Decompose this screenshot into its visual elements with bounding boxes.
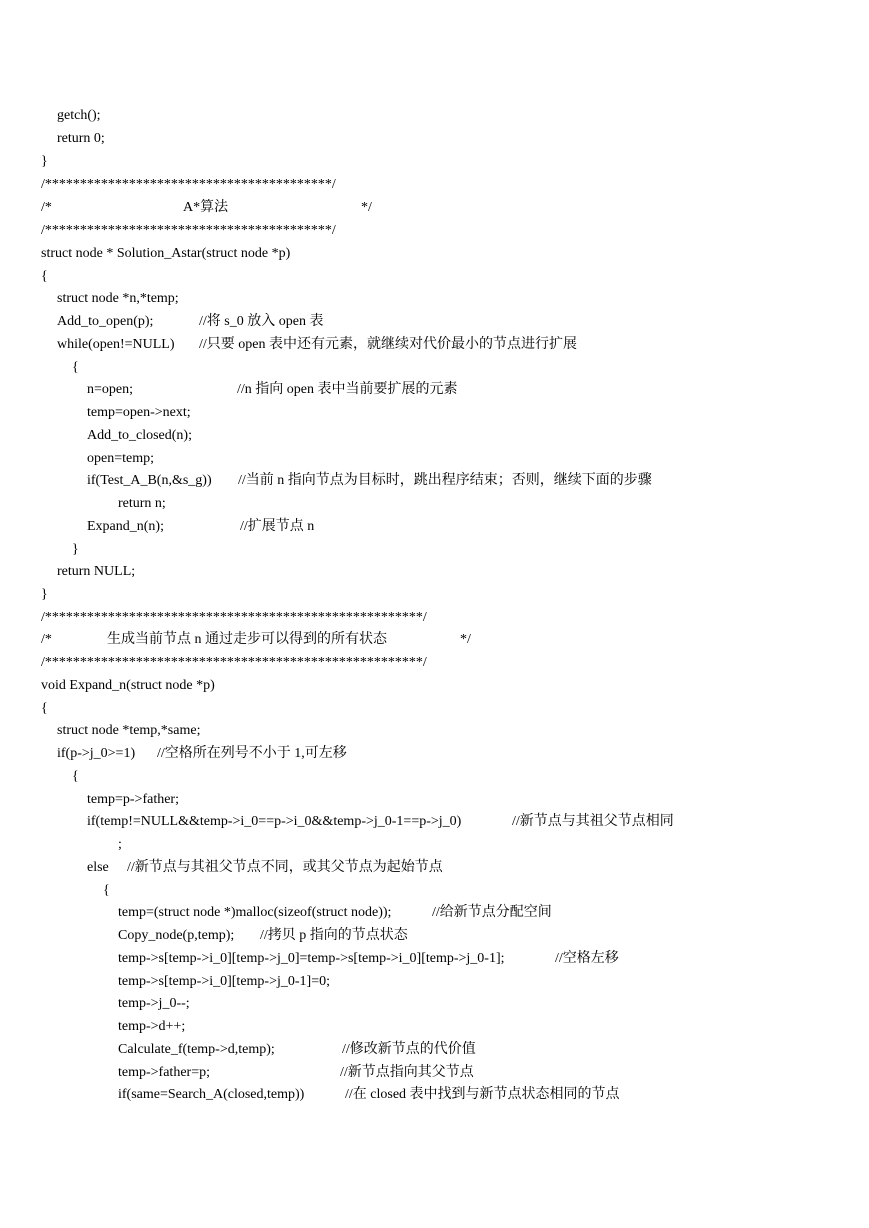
code-line: temp=(struct node *)malloc(sizeof(struct node));	[118, 905, 392, 920]
comment-banner: /******************************************************/	[41, 610, 427, 625]
code-line: return n;	[118, 496, 166, 511]
code-comment: //拷贝 p 指向的节点状态	[260, 928, 408, 943]
code-line: while(open!=NULL)	[57, 337, 175, 352]
comment-banner: */	[361, 200, 372, 215]
code-line: return 0;	[57, 131, 105, 146]
code-comment: //空格左移	[555, 951, 619, 966]
code-line: open=temp;	[87, 451, 154, 466]
code-line: {	[103, 883, 110, 898]
comment-banner: */	[460, 632, 471, 647]
code-line: temp->d++;	[118, 1019, 186, 1034]
code-comment: //将 s_0 放入 open 表	[199, 314, 324, 329]
comment-banner: /******************************************************/	[41, 655, 427, 670]
code-line: temp->s[temp->i_0][temp->j_0-1]=0;	[118, 974, 330, 989]
code-comment: //空格所在列号不小于 1,可左移	[157, 746, 347, 761]
code-comment: //新节点与其祖父节点不同，或其父节点为起始节点	[127, 860, 443, 875]
code-line: temp->s[temp->i_0][temp->j_0]=temp->s[temp->i_0][temp->j_0-1];	[118, 951, 505, 966]
code-line: if(temp!=NULL&&temp->i_0==p->i_0&&temp->j_0-1==p->j_0)	[87, 814, 462, 829]
code-line: if(p->j_0>=1)	[57, 746, 136, 761]
code-line: Copy_node(p,temp);	[118, 928, 235, 943]
code-comment: //新节点指向其父节点	[340, 1065, 474, 1080]
code-line: Calculate_f(temp->d,temp);	[118, 1042, 275, 1057]
comment-banner: /*****************************************/	[41, 177, 336, 192]
code-line: return NULL;	[57, 564, 136, 579]
code-line: {	[41, 269, 48, 284]
section-title: 生成当前节点 n 通过走步可以得到的所有状态	[107, 632, 387, 647]
code-comment: //新节点与其祖父节点相同	[512, 814, 674, 829]
code-line: temp->father=p;	[118, 1065, 210, 1080]
code-line: ;	[118, 837, 122, 852]
code-comment: //给新节点分配空间	[432, 905, 552, 920]
code-line: {	[72, 360, 79, 375]
code-line: n=open;	[87, 382, 133, 397]
code-line: temp=open->next;	[87, 405, 191, 420]
code-line: struct node * Solution_Astar(struct node *p)	[41, 246, 291, 261]
code-comment: //当前 n 指向节点为目标时，跳出程序结束；否则，继续下面的步骤	[238, 473, 652, 488]
code-comment: //修改新节点的代价值	[342, 1042, 476, 1057]
code-line: struct node *n,*temp;	[57, 291, 179, 306]
code-comment: //扩展节点 n	[240, 519, 315, 534]
code-line: temp->j_0--;	[118, 996, 190, 1011]
code-line: if(same=Search_A(closed,temp))	[118, 1087, 305, 1102]
code-comment: //n 指向 open 表中当前要扩展的元素	[237, 382, 458, 397]
code-line: if(Test_A_B(n,&s_g))	[87, 473, 212, 488]
comment-banner: /*	[41, 200, 52, 215]
code-line: Add_to_closed(n);	[87, 428, 192, 443]
code-line: void Expand_n(struct node *p)	[41, 678, 215, 693]
code-comment: //在 closed 表中找到与新节点状态相同的节点	[345, 1087, 620, 1102]
code-line: }	[41, 587, 48, 602]
code-line: }	[72, 542, 79, 557]
code-line: else	[87, 860, 109, 875]
code-line: }	[41, 154, 48, 169]
code-line: {	[72, 769, 79, 784]
code-line: getch();	[57, 108, 101, 123]
code-line: Add_to_open(p);	[57, 314, 154, 329]
code-line: struct node *temp,*same;	[57, 723, 201, 738]
code-comment: //只要 open 表中还有元素，就继续对代价最小的节点进行扩展	[199, 337, 577, 352]
comment-banner: /*	[41, 632, 52, 647]
comment-banner: /*****************************************/	[41, 223, 336, 238]
code-line: Expand_n(n);	[87, 519, 164, 534]
code-line: {	[41, 701, 48, 716]
code-line: temp=p->father;	[87, 792, 179, 807]
section-title: A*算法	[183, 200, 229, 215]
